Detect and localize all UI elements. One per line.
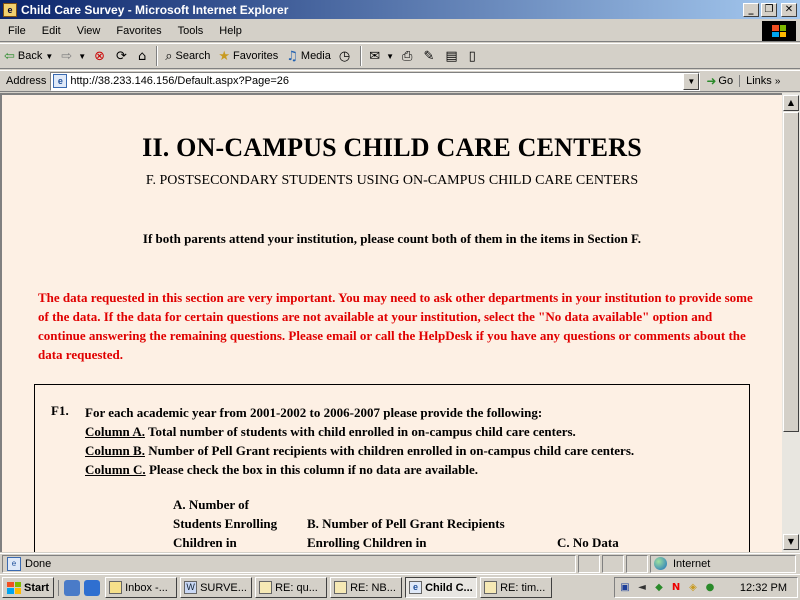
refresh-icon: ⟳: [116, 48, 127, 64]
chevron-down-icon[interactable]: ▼: [78, 51, 87, 61]
menu-view[interactable]: View: [76, 24, 101, 37]
chevron-right-icon: »: [774, 76, 781, 87]
go-label: Go: [718, 75, 734, 87]
close-button[interactable]: ✕: [781, 3, 797, 17]
forward-arrow-icon: ⇨: [61, 48, 73, 64]
search-button[interactable]: [161, 45, 214, 67]
task-child-care[interactable]: [405, 577, 477, 598]
column-a-text: Total number of students with child enrolled in on-campus child care centers.: [147, 424, 576, 439]
antivirus-icon[interactable]: N: [671, 581, 681, 593]
shield-icon[interactable]: ◆: [655, 581, 663, 593]
mail-icon: ✉: [369, 48, 381, 64]
search-label: Search: [175, 50, 211, 62]
stop-button[interactable]: [90, 45, 112, 67]
important-warning: The data requested in this section are very important. You may need to ask other departments in your institution to provide some of the data. If the data for certain questions are not available at your institution, select the "No data available" option and continue answering the remaining questions. Please email or call the HelpDesk if you have any questions or comments about the data requested.: [38, 290, 753, 362]
media-label: Media: [300, 50, 331, 62]
page-heading: II. ON-CAMPUS CHILD CARE CENTERS: [142, 133, 642, 162]
back-arrow-icon: ⇦: [4, 48, 15, 64]
ie-icon[interactable]: [84, 580, 100, 596]
column-b-text: Number of Pell Grant recipients with children enrolled in on-campus child care centers.: [148, 443, 635, 458]
ie-icon: e: [409, 581, 422, 594]
media-icon: ♫: [286, 48, 298, 64]
clock[interactable]: 12:32 PM: [739, 581, 787, 594]
chevron-down-icon[interactable]: ▼: [45, 51, 54, 61]
messenger-button[interactable]: [465, 45, 483, 67]
history-button[interactable]: [335, 45, 357, 67]
column-b-header-line: Enrolling Children in: [307, 535, 427, 550]
question-number: F1.: [51, 403, 69, 418]
question-text: [85, 403, 634, 479]
question-f1-box: [34, 384, 750, 552]
forward-button[interactable]: [57, 45, 90, 67]
column-b-desc: [85, 441, 634, 460]
back-button[interactable]: [0, 45, 57, 67]
task-label: SURVE...: [200, 581, 247, 594]
address-input[interactable]: [50, 72, 700, 91]
column-a-header-line: Students Enrolling: [173, 516, 278, 531]
toolbar-separator: [360, 46, 362, 66]
menu-bar: [0, 20, 800, 42]
menu-favorites[interactable]: Favorites: [116, 24, 162, 37]
section-subheading: F. POSTSECONDARY STUDENTS USING ON-CAMPUS CHILD CARE CENTERS: [145, 173, 639, 188]
column-b-header-line: B. Number of Pell Grant Recipients: [307, 516, 505, 531]
go-arrow-icon: ➜: [706, 74, 717, 88]
task-label: Inbox -...: [125, 581, 168, 594]
internet-globe-icon: [654, 557, 667, 570]
column-a-label: Column A.: [85, 424, 145, 439]
back-label: Back: [17, 50, 43, 62]
word-icon: W: [184, 581, 197, 594]
status-cell: [626, 555, 648, 573]
maximize-button[interactable]: ❐: [761, 3, 777, 17]
task-survey[interactable]: [180, 577, 252, 598]
column-b-label: Column B.: [85, 443, 145, 458]
system-tray: [614, 577, 798, 598]
menu-edit[interactable]: Edit: [41, 24, 61, 37]
column-c-desc: [85, 460, 634, 479]
scroll-thumb[interactable]: [783, 112, 799, 432]
tray-app-icon[interactable]: ●: [705, 581, 715, 593]
desktop-icon[interactable]: [64, 580, 80, 596]
links-label: Links: [746, 75, 772, 87]
refresh-button[interactable]: [112, 45, 134, 67]
menu-help[interactable]: Help: [219, 24, 242, 37]
menu-tools[interactable]: Tools: [177, 24, 204, 37]
network-icon[interactable]: ▣: [620, 581, 630, 593]
status-main: [2, 555, 576, 573]
status-cell: [578, 555, 600, 573]
favorites-icon: ★: [218, 48, 230, 64]
home-button[interactable]: [134, 45, 153, 67]
toolbar: [0, 43, 800, 69]
windows-flag-icon: [7, 582, 21, 594]
column-c-text: Please check the box in this column if no data are available.: [148, 462, 479, 477]
links-button[interactable]: [739, 75, 780, 87]
windows-logo-icon: [762, 21, 796, 41]
address-label: Address: [6, 75, 47, 87]
mail-icon: [259, 581, 272, 594]
column-c-header: C. No Data: [557, 535, 619, 550]
task-label: RE: NB...: [350, 581, 396, 594]
mail-icon: [484, 581, 497, 594]
column-a-header-line: A. Number of: [173, 497, 249, 512]
search-icon: ⌕: [165, 48, 173, 64]
favorites-label: Favorites: [233, 50, 279, 62]
toolbar-separator: [156, 46, 158, 66]
print-button[interactable]: [398, 45, 419, 67]
task-label: RE: qu...: [275, 581, 318, 594]
edit-icon: ✎: [423, 48, 435, 64]
section-note: If both parents attend your institution, please count both of them in the items in Section F.: [142, 231, 642, 246]
column-b-header: [307, 514, 557, 552]
scroll-up-button[interactable]: ▲: [783, 95, 799, 111]
go-button[interactable]: [700, 74, 739, 88]
volume-icon[interactable]: ◄: [638, 581, 646, 593]
task-re-nb[interactable]: [330, 577, 402, 598]
media-button[interactable]: [282, 45, 335, 67]
mail-icon: [334, 581, 347, 594]
minimize-button[interactable]: _: [743, 3, 759, 17]
edit-button[interactable]: [419, 45, 441, 67]
address-bar: [0, 70, 800, 92]
ie-app-icon[interactable]: e: [3, 3, 17, 17]
column-c-label: Column C.: [85, 462, 146, 477]
mail-button[interactable]: [365, 45, 398, 67]
status-text: Done: [25, 557, 52, 570]
history-icon: ◷: [338, 48, 351, 64]
task-re-tim[interactable]: [480, 577, 552, 598]
favorites-button[interactable]: [214, 45, 282, 67]
tray-app-icon[interactable]: ◈: [689, 581, 697, 593]
outlook-icon: [109, 581, 122, 594]
task-label: Child C...: [425, 581, 473, 594]
question-intro: For each academic year from 2001-2002 to 2006-2007 please provide the following:: [85, 405, 543, 420]
address-url[interactable]: http://38.233.146.156/Default.aspx?Page=26: [70, 75, 290, 87]
zone-label: Internet: [673, 557, 711, 570]
window-title: Child Care Survey - Microsoft Internet Explorer: [21, 2, 289, 17]
discuss-icon: ▤: [445, 48, 458, 64]
task-inbox[interactable]: [105, 577, 177, 598]
discuss-button[interactable]: [441, 45, 464, 67]
page-icon: e: [53, 74, 67, 88]
column-a-header-line: Children in: [173, 535, 237, 550]
column-a-desc: [85, 422, 634, 441]
security-zone: [650, 555, 796, 573]
address-dropdown-button[interactable]: ▼: [683, 73, 699, 90]
home-icon: ⌂: [137, 48, 147, 64]
title-bar: [0, 0, 800, 19]
vertical-scrollbar[interactable]: [782, 93, 800, 552]
stop-icon: ⊗: [94, 48, 106, 64]
chevron-down-icon[interactable]: ▼: [386, 51, 395, 61]
print-icon: ⎙: [402, 48, 413, 64]
task-label: RE: tim...: [500, 581, 546, 594]
taskbar: [0, 574, 800, 600]
start-button[interactable]: [2, 577, 54, 598]
scroll-down-button[interactable]: ▼: [783, 534, 799, 550]
quick-launch: [58, 580, 102, 596]
page-done-icon: e: [7, 557, 21, 571]
column-a-header: [173, 495, 303, 552]
start-label: Start: [24, 581, 50, 594]
menu-file[interactable]: File: [8, 24, 26, 37]
page-content: [0, 93, 782, 552]
messenger-icon: ▯: [468, 48, 476, 64]
status-bar: [0, 553, 800, 573]
status-cell: [602, 555, 624, 573]
task-re-qu[interactable]: [255, 577, 327, 598]
